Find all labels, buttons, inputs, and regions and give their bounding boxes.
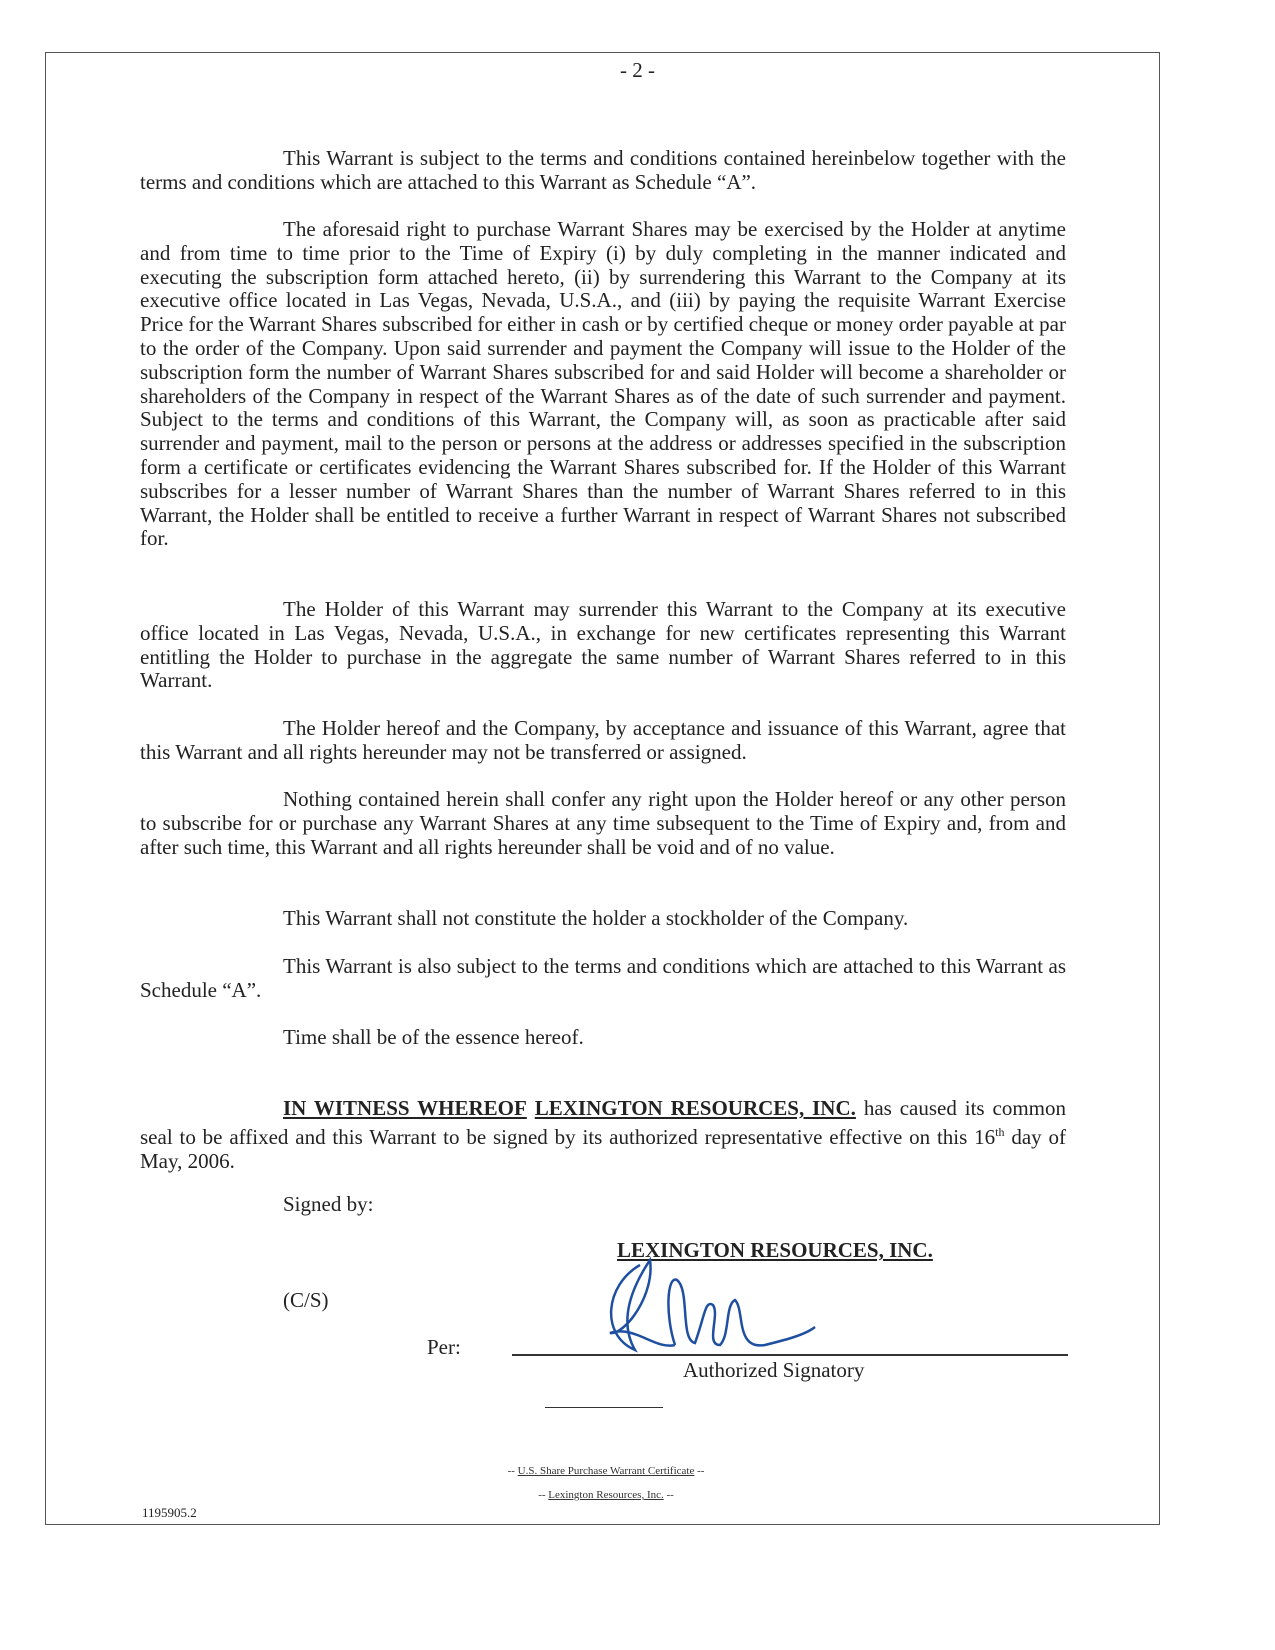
short-rule [545, 1407, 663, 1408]
footer-title-text: U.S. Share Purchase Warrant Certificate [517, 1465, 695, 1477]
witness-paragraph [140, 1097, 1066, 1173]
paragraph-5: Nothing contained herein shall confer any right upon the Holder hereof or any other person to subscribe for or purchase any Warrant Shares at any time subsequent to the Time of Expiry and, from and after such time, this Warrant and all rights hereunder shall be void and of no value. [140, 787, 1066, 859]
footer-company: -- Lexington Resources, Inc. -- [538, 1489, 674, 1501]
witness-date: day of May, 2006. [140, 1124, 1066, 1173]
document-id: 1195905.2 [142, 1505, 197, 1520]
per-label: Per: [427, 1335, 461, 1359]
authorized-signatory-label: Authorized Signatory [683, 1358, 865, 1382]
signatory-company: LEXINGTON RESOURCES, INC. [617, 1238, 933, 1262]
footer-title: -- U.S. Share Purchase Warrant Certificate -- [507, 1465, 705, 1477]
paragraph-3: The Holder of this Warrant may surrender this Warrant to the Company at its executive office located in Las Vegas, Nevada, U.S.A., in exchange for new certificates representing this Warrant entitling the Holder to purchase in the aggregate the same number of Warrant Shares referred to in this Warrant. [140, 597, 1066, 693]
witness-text: has caused its common seal to be affixed and this Warrant to be signed by its authorized representative effective on this 16 [140, 1096, 1067, 1149]
paragraph-4: The Holder hereof and the Company, by acceptance and issuance of this Warrant, agree that this Warrant and all rights hereunder may not be transferred or assigned. [140, 716, 1066, 764]
paragraph-7: This Warrant is also subject to the terms and conditions which are attached to this Warrant as Schedule “A”. [140, 954, 1066, 1002]
signed-by-label: Signed by: [283, 1192, 374, 1216]
witness-lead: IN WITNESS WHEREOF [283, 1096, 527, 1120]
signature-line [512, 1354, 1068, 1356]
witness-sup: th [995, 1124, 1005, 1139]
footer-company-text: Lexington Resources, Inc. [548, 1489, 664, 1501]
witness-company: LEXINGTON RESOURCES, INC. [534, 1096, 856, 1120]
signature-image [595, 1255, 855, 1365]
paragraph-2: The aforesaid right to purchase Warrant Shares may be exercised by the Holder at anytime and from time to time prior to the Time of Expiry (i) by duly completing in the manner indicated and executing the subscription form attached hereto, (ii) by surrendering this Warrant to the Company at its executive office located in Las Vegas, Nevada, U.S.A., and (iii) by paying the requisite Warrant Exercise Price for the Warrant Shares subscribed for either in cash or by certified cheque or money order payable at par to the order of the Company. Upon said surrender and payment the Company will issue to the Holder of the subscription form the number of Warrant Shares subscribed for and said Holder will become a shareholder or shareholders of the Company in respect of the Warrant Shares as of the date of such surrender and payment. Subject to the terms and conditions of this Warrant, the Company will, as soon as practicable after said surrender and payment, mail to the person or persons at the address or addresses specified in the subscription form a certificate or certificates evidencing the Warrant Shares subscribed for. If the Holder of this Warrant subscribes for a lesser number of Warrant Shares than the number of Warrant Shares referred to in this Warrant, the Holder shall be entitled to receive a further Warrant in respect of Warrant Shares not subscribed for. [140, 217, 1066, 551]
page-number: - 2 - [620, 58, 655, 82]
paragraph-1: This Warrant is subject to the terms and conditions contained hereinbelow together with the terms and conditions which are attached to this Warrant as Schedule “A”. [140, 146, 1066, 194]
paragraph-6: This Warrant shall not constitute the holder a stockholder of the Company. [283, 906, 909, 930]
corporate-seal-label: (C/S) [283, 1288, 329, 1312]
paragraph-8: Time shall be of the essence hereof. [283, 1025, 584, 1049]
